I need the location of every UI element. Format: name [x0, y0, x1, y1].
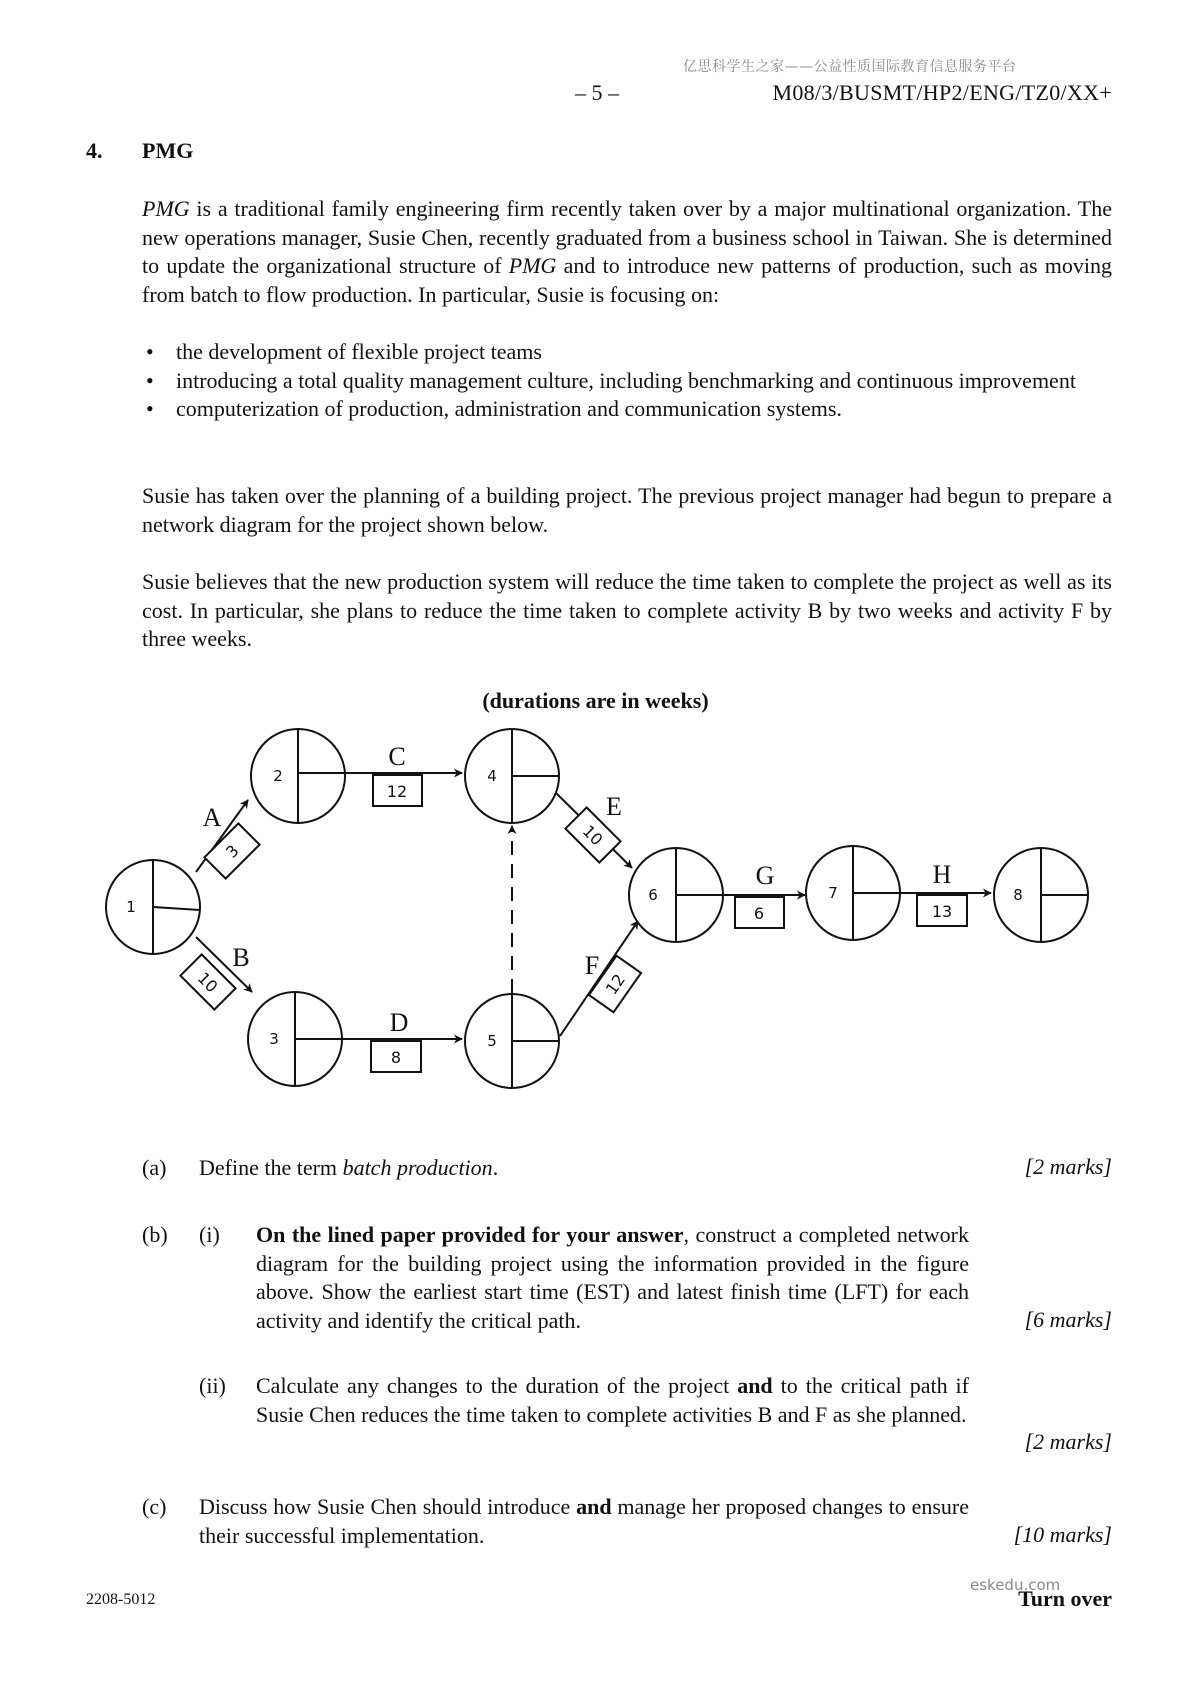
duration-c: 12	[386, 782, 408, 801]
node-7	[806, 846, 900, 940]
question-title: PMG	[142, 138, 194, 163]
focus-item: • introducing a total quality management culture, including benchmarking and continuous improvement	[142, 367, 1112, 396]
part-a-term: batch production	[342, 1155, 493, 1180]
part-c-text	[199, 1493, 969, 1550]
header-watermark: 亿思科学生之家——公益性质国际教育信息服务平台	[683, 59, 1017, 75]
page-number: – 5 –	[575, 80, 619, 105]
node-1	[106, 860, 200, 954]
part-bii-label: (ii)	[199, 1373, 226, 1398]
part-bi-bold: On the lined paper provided for your answer	[256, 1222, 684, 1247]
node-label-2: 2	[273, 767, 283, 785]
focus-item: • computerization of production, administration and communication systems.	[142, 395, 1112, 424]
question-number: 4.	[86, 138, 103, 163]
duration-a: 3	[222, 841, 243, 862]
diagram-caption: (durations are in weeks)	[482, 688, 709, 713]
activity-name-g: G	[755, 861, 775, 890]
node-5	[465, 994, 559, 1088]
part-c-bold: and	[576, 1494, 612, 1519]
node-label-1: 1	[126, 898, 136, 916]
node-8	[994, 848, 1088, 942]
part-bi-text	[256, 1221, 969, 1335]
part-bi-rest: , construct a completed network diagram for the building project using the information provided in the figure above. Show the earliest start time (EST) and latest finish time (LFT) for each activity and identify the critical path.	[256, 1222, 969, 1333]
part-c-marks: [10 marks]	[1013, 1522, 1112, 1547]
paragraph-3: Susie believes that the new production system will reduce the time taken to complete the project as well as its cost. In particular, she plans to reduce the time taken to complete activity B by two weeks and activity F by three weeks.	[142, 569, 1112, 652]
activity-name-d: D	[389, 1008, 409, 1037]
part-a-pre: Define the term	[199, 1155, 343, 1180]
part-bii-marks: [2 marks]	[1024, 1429, 1112, 1454]
part-c-label: (c)	[142, 1494, 167, 1519]
duration-e: 10	[578, 821, 607, 850]
activity-name-h: H	[932, 860, 952, 889]
paper-code: M08/3/BUSMT/HP2/ENG/TZ0/XX+	[772, 80, 1112, 105]
node-4	[465, 729, 559, 823]
node-label-3: 3	[269, 1030, 279, 1048]
part-a-label: (a)	[142, 1155, 167, 1180]
company-name: PMG	[142, 196, 190, 221]
part-a-marks: [2 marks]	[1024, 1154, 1112, 1179]
part-c-post: manage her proposed changes to ensure their successful implementation.	[199, 1494, 969, 1548]
node-6	[629, 848, 723, 942]
intro-text: is a traditional family engineering firm recently taken over by a major multinational organization. The new operations manager, Susie Chen, recently graduated from a business school in Taiwan. She is determined to update the organizational structure of	[142, 196, 1112, 279]
footer-watermark: eskedu.com	[970, 1576, 1061, 1594]
node-2	[251, 729, 345, 823]
company-name-2: PMG	[508, 253, 557, 279]
activity-name-f: F	[584, 951, 600, 980]
part-bi-label: (i)	[199, 1222, 220, 1247]
part-bii-text	[256, 1372, 969, 1429]
activity-name-c: C	[388, 742, 406, 771]
paragraph-2: Susie has taken over the planning of a building project. The previous project manager had begun to prepare a network diagram for the project shown below.	[142, 483, 1112, 537]
part-c-pre: Discuss how Susie Chen should introduce	[199, 1494, 577, 1519]
activity-name-a: A	[202, 803, 222, 832]
part-bii-bold: and	[737, 1373, 773, 1398]
duration-h: 13	[931, 902, 953, 921]
node-label-5: 5	[487, 1032, 497, 1050]
intro-text-end: and to introduce new patterns of production, such as moving from batch to flow production. In particular, Susie is focusing on:	[142, 253, 1112, 307]
duration-b: 10	[193, 968, 222, 997]
part-a-text	[199, 1154, 498, 1183]
node-3	[248, 992, 342, 1086]
footer-code: 2208-5012	[86, 1591, 156, 1608]
part-bii-post: to the critical path if Susie Chen reduces the time taken to complete activities B and F as she planned.	[256, 1373, 969, 1427]
node-label-8: 8	[1013, 886, 1023, 904]
activity-name-e: E	[606, 792, 622, 821]
duration-d: 8	[390, 1048, 402, 1067]
node-label-7: 7	[828, 884, 838, 902]
node-label-4: 4	[487, 767, 497, 785]
part-bi-marks: [6 marks]	[1024, 1307, 1112, 1332]
part-bii-pre: Calculate any changes to the duration of the project	[256, 1373, 738, 1398]
duration-f: 12	[601, 970, 630, 999]
part-b-label: (b)	[142, 1222, 168, 1247]
activity-name-b: B	[232, 943, 250, 972]
part-a-post: .	[492, 1155, 499, 1180]
turn-over: Turn over	[1018, 1586, 1112, 1611]
focus-item: • the development of flexible project teams	[142, 338, 1112, 367]
duration-g: 6	[753, 904, 765, 923]
node-label-6: 6	[648, 886, 658, 904]
